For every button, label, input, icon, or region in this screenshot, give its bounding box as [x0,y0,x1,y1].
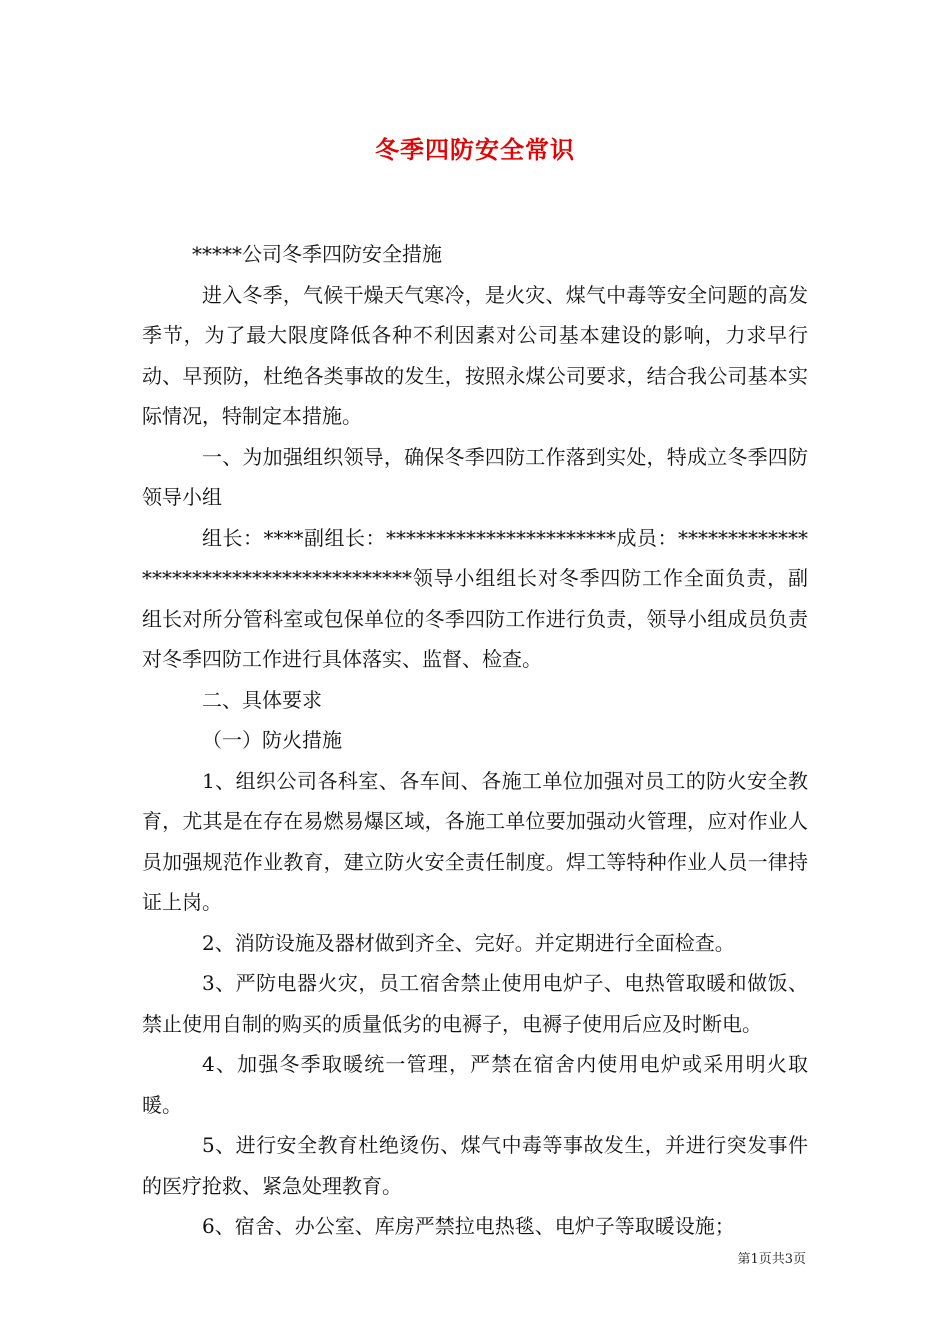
paragraph-intro: 进入冬季，气候干燥天气寒冷，是火灾、煤气中毒等安全问题的高发季节，为了最大限度降低各种不利因素对公司基本建设的影响，力求早行动、早预防，杜绝各类事故的发生，按照永煤公司要求，结合我公司基本实际情况，特制定本措施。 [142,282,808,428]
page-title: 冬季四防安全常识 [375,135,575,164]
paragraph-item-6: 6、宿舍、办公室、库房严禁拉电热毯、电炉子等取暖设施； [202,1214,735,1238]
paragraph-item-4: 4、加强冬季取暖统一管理，严禁在宿舍内使用电炉或采用明火取暖。 [142,1052,808,1117]
paragraph-company-heading: *****公司冬季四防安全措施 [192,242,442,266]
paragraph-item-3: 3、严防电器火灾，员工宿舍禁止使用电炉子、电热管取暖和做饭、禁止使用自制的购买的质量低劣的电褥子，电褥子使用后应及时断电。 [142,971,808,1036]
paragraph-section-two: 二、具体要求 [202,687,322,712]
paragraph-item-1: 1、组织公司各科室、各车间、各施工单位加强对员工的防火安全教育，尤其是在存在易燃易爆区域，各施工单位要加强动火管理，应对作业人员加强规范作业教育，建立防火安全责任制度。焊工等特种作业人员一律持证上岗。 [142,768,808,914]
paragraph-section-one: 一、为加强组织领导，确保冬季四防工作落到实处，特成立冬季四防领导小组 [142,444,808,509]
page-number-label: 第1页共3页 [737,1252,806,1267]
page-number [737,1248,806,1267]
paragraph-fire-measures: （一）防火措施 [202,728,342,752]
paragraph-item-5: 5、进行安全教育杜绝烫伤、煤气中毒等事故发生，并进行突发事件的医疗抢救、紧急处理教育。 [142,1133,808,1198]
document-body [142,234,808,1247]
paragraph-item-2: 2、消防设施及器材做到齐全、完好。并定期进行全面检查。 [202,930,735,955]
paragraph-group-members: 组长：****副组长：***********************成员：****************************************领导小组组长对冬季四防工作全面负责，副组长对所分管科室或包保单位的冬季四防工作进行负责，领导小组成员负责对冬季四防工作进行具体落实、监督、检查。 [142,525,808,671]
